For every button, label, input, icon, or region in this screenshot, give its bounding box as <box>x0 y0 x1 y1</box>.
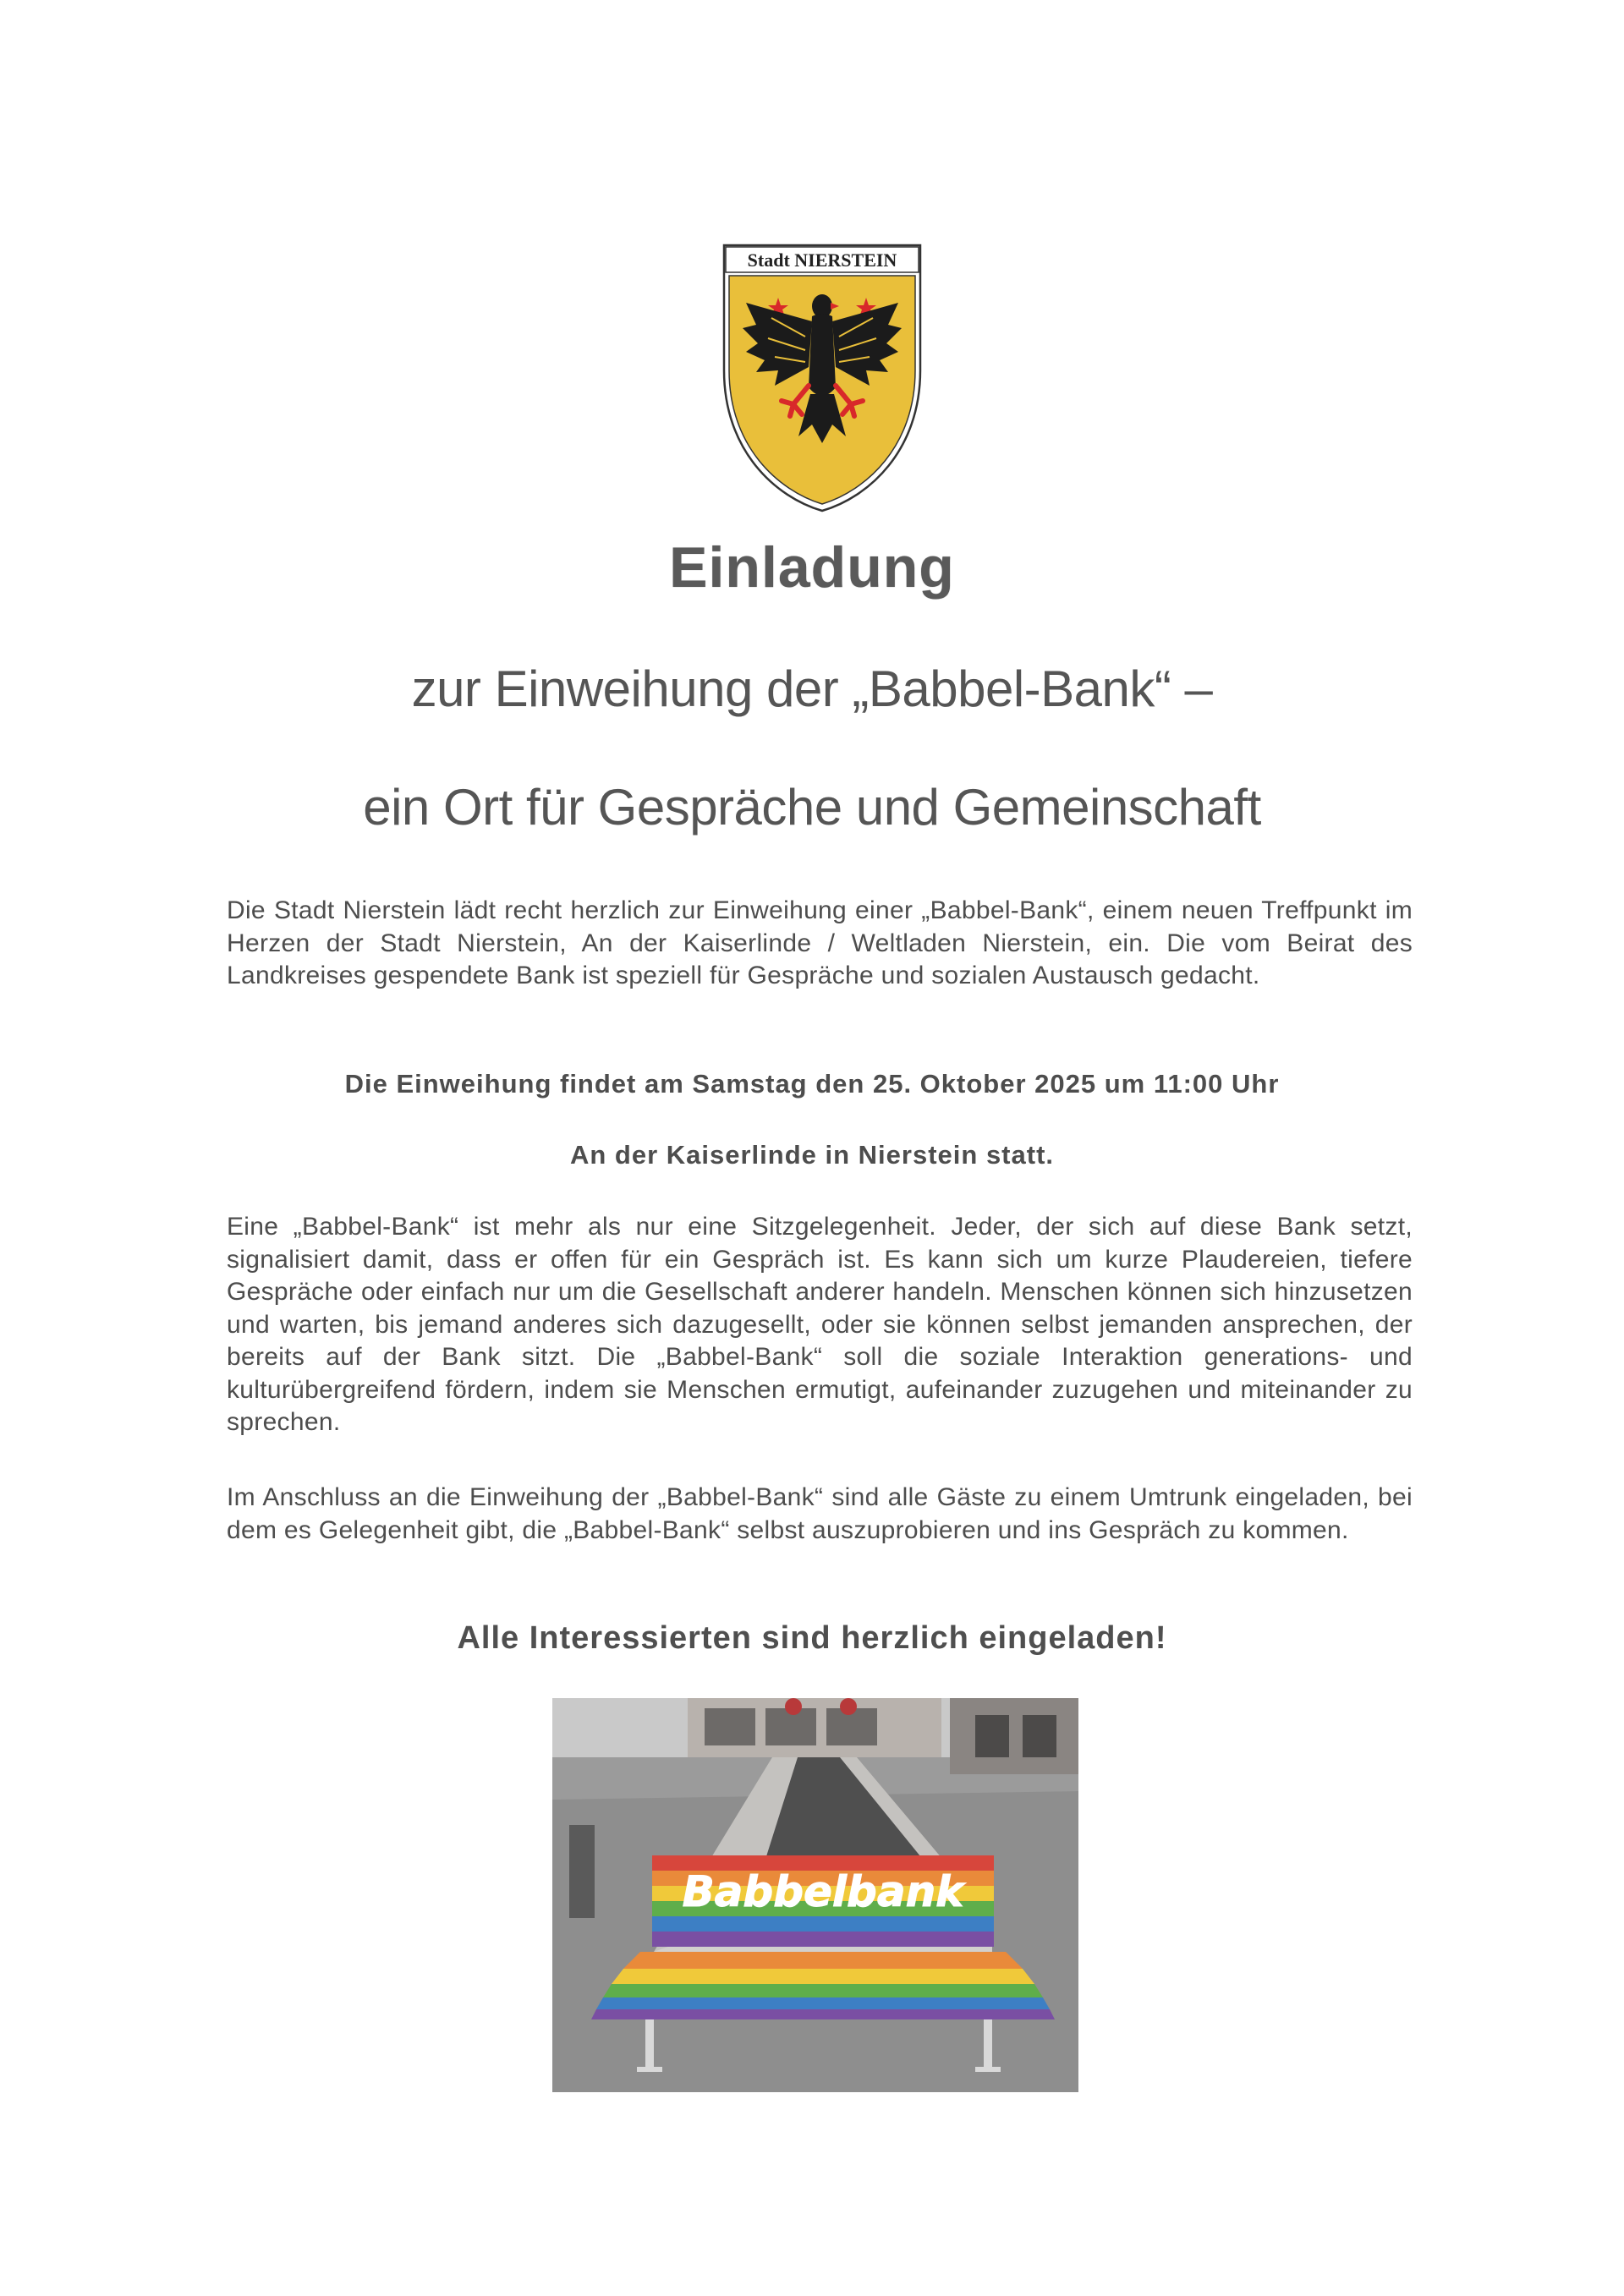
event-date-line: Die Einweihung findet am Samstag den 25. Oktober 2025 um 11:00 Uhr <box>344 1069 1280 1099</box>
bench-photo <box>552 1698 1078 2092</box>
bench-photo-illustration <box>552 1698 1078 2092</box>
coat-of-arms <box>721 244 924 514</box>
crest-label: Stadt NIERSTEIN <box>747 249 897 271</box>
page-title: Einladung <box>669 535 955 600</box>
bench-seat <box>591 1952 1055 2019</box>
intro-paragraph: Die Stadt Nierstein lädt recht herzlich zur Einweihung einer „Babbel-Bank“, einem neuen Treffpunkt im Herzen der Stadt Nierstein, An der Kaiserlinde / Weltladen Nierstein, ein. Die vom Beirat des Landkreises gespendete Bank ist speziell für Gespräche und sozialen Austausch gedacht. <box>227 896 1413 989</box>
eagle-coat-of-arms-icon <box>721 244 924 514</box>
subtitle-line-2: ein Ort für Gespräche und Gemeinschaft <box>363 779 1261 836</box>
reception-paragraph: Im Anschluss an die Einweihung der „Babbel-Bank“ sind alle Gäste zu einem Umtrunk eingeladen, bei dem es Gelegenheit gibt, die „Babbel-Bank“ selbst auszuprobieren und ins Gespräch zu kommen. <box>227 1483 1413 1544</box>
description-paragraph: Eine „Babbel-Bank“ ist mehr als nur eine Sitzgelegenheit. Jeder, der sich auf diese Bank setzt, signalisiert damit, dass er offen für ein Gespräch ist. Es kann sich um kurze Plaudereien, tiefere Gespräche oder einfach nur um die Gesellschaft anderer handeln. Menschen können sich hinzusetzen und warten, bis jemand anderes sich dazugesellt, oder sie können selbst jemanden ansprechen, der bereits auf der Bank sitzt. Die „Babbel-Bank“ soll die soziale Interaktion generations- und kulturübergreifend fördern, indem sie Menschen ermutigt, aufeinander zuzugehen und miteinander zu sprechen. <box>227 1213 1413 1436</box>
closing-line: Alle Interessierten sind herzlich eingeladen! <box>457 1620 1167 1656</box>
subtitle-line-1: zur Einweihung der „Babbel-Bank“ – <box>411 660 1213 717</box>
event-place-line: An der Kaiserlinde in Nierstein statt. <box>569 1140 1055 1170</box>
bench-label: Babbelbank <box>682 1867 964 1916</box>
